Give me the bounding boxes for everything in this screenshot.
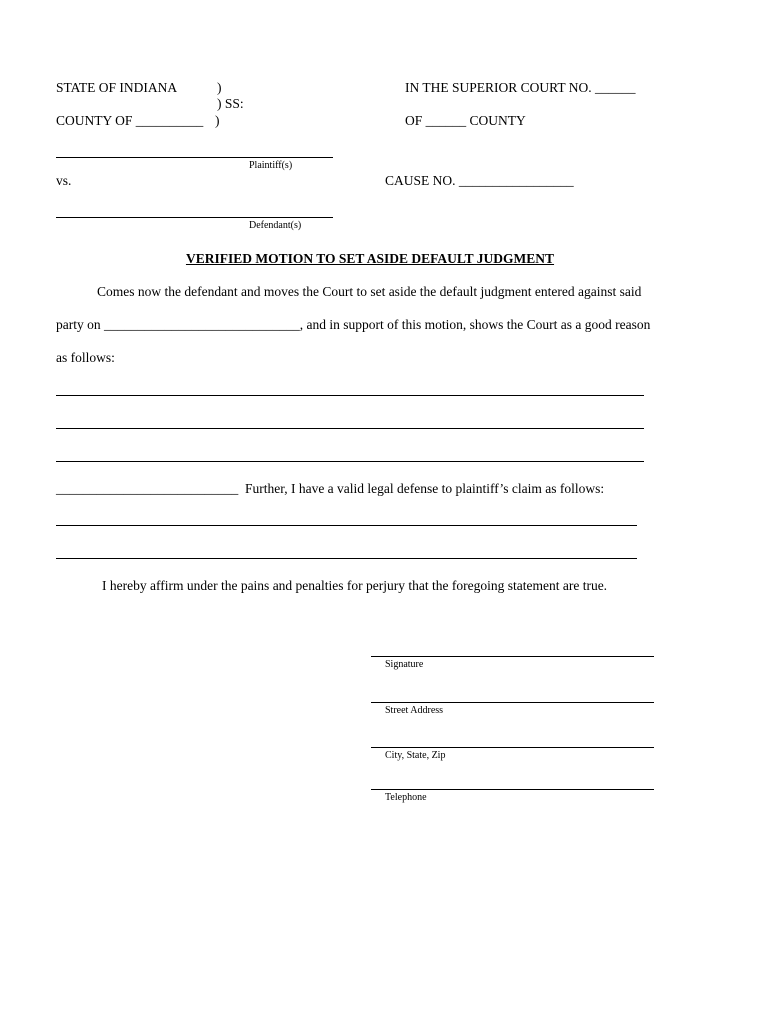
vs-label: vs. xyxy=(56,173,72,188)
city-state-zip-line xyxy=(371,747,654,748)
defense-statement: ___________________________ Further, I have a valid legal defense to plaintiff’s claim as follows: xyxy=(56,481,605,496)
caption-paren: ) xyxy=(217,80,222,95)
signature-label: Signature xyxy=(385,659,424,670)
body-paragraph-line: party on _____________________________, and in support of this motion, shows the Court as a good reason xyxy=(56,317,651,332)
reason-line xyxy=(56,395,644,396)
city-state-zip-label: City, State, Zip xyxy=(385,750,446,761)
plaintiff-line xyxy=(56,157,333,158)
body-paragraph-line: Comes now the defendant and moves the Court to set aside the default judgment entered against said xyxy=(97,284,642,299)
street-address-label: Street Address xyxy=(385,705,444,716)
reason-line xyxy=(56,461,644,462)
plaintiff-label: Plaintiff(s) xyxy=(249,160,293,171)
defense-line xyxy=(56,525,637,526)
state-label: STATE OF INDIANA xyxy=(56,80,178,95)
telephone-line xyxy=(371,789,654,790)
affirmation-statement: I hereby affirm under the pains and penalties for perjury that the foregoing statement are true. xyxy=(102,578,608,593)
defense-line xyxy=(56,558,637,559)
court-label: IN THE SUPERIOR COURT NO. ______ xyxy=(405,80,636,95)
body-paragraph-line: as follows: xyxy=(56,350,115,365)
ss-label: ) SS: xyxy=(217,96,244,111)
telephone-label: Telephone xyxy=(385,792,427,803)
cause-number-label: CAUSE NO. _________________ xyxy=(385,173,574,188)
court-county-label: OF ______ COUNTY xyxy=(405,113,526,128)
document-title: VERIFIED MOTION TO SET ASIDE DEFAULT JUDGMENT xyxy=(185,251,555,266)
county-label: COUNTY OF __________ xyxy=(56,113,204,128)
defendant-label: Defendant(s) xyxy=(249,220,302,231)
defendant-line xyxy=(56,217,333,218)
street-address-line xyxy=(371,702,654,703)
signature-line xyxy=(371,656,654,657)
reason-line xyxy=(56,428,644,429)
caption-paren: ) xyxy=(215,113,220,128)
